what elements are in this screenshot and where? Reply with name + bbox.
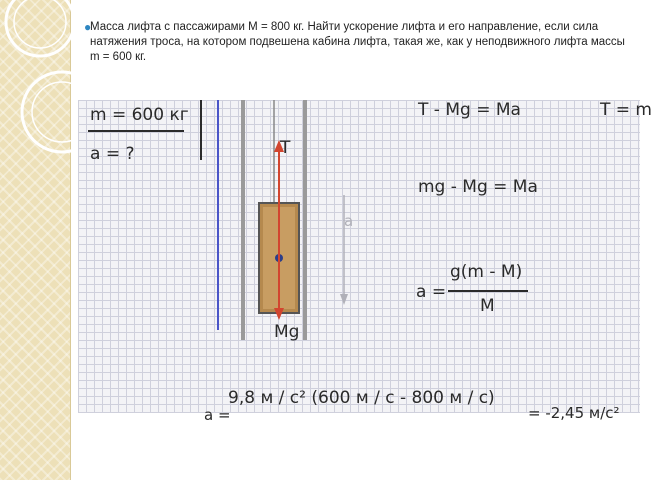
acceleration-label: a bbox=[344, 212, 354, 230]
given-vertical-line bbox=[200, 100, 202, 160]
given-divider bbox=[88, 130, 184, 132]
equation-a-denominator: M bbox=[480, 296, 495, 316]
equation-substituted: mg - Mg = Ma bbox=[418, 177, 538, 197]
equation-numeric-result: = -2,45 м/с² bbox=[528, 404, 620, 422]
equation-a-numerator: g(m - M) bbox=[450, 262, 523, 282]
decorative-circles-icon bbox=[0, 0, 70, 480]
given-mass: m = 600 кг bbox=[90, 105, 189, 125]
bullet-icon: ● bbox=[84, 20, 92, 34]
find-acceleration: a = ? bbox=[90, 144, 135, 164]
blue-guide-line bbox=[217, 100, 219, 330]
equation-tension: T = m bbox=[600, 100, 652, 120]
problem-text: Масса лифта с пассажирами M = 800 кг. Найти ускорение лифта и его направление, если сила натяжения троса, на котором подвешена кабина лифта, такая же, как у неподвижного лифта массы m = 600 кг. bbox=[90, 21, 625, 63]
solution-board-image bbox=[78, 100, 652, 424]
gravity-label: Mg bbox=[274, 322, 300, 342]
problem-statement bbox=[84, 20, 625, 65]
fraction-bar bbox=[448, 290, 528, 292]
acceleration-arrow bbox=[334, 190, 354, 310]
equation-numeric-lhs: a = bbox=[204, 406, 231, 424]
tension-label: T bbox=[280, 138, 291, 158]
decorative-sidebar bbox=[0, 0, 71, 480]
equation-a-lhs: a = bbox=[416, 282, 447, 302]
equation-numeric-numerator: 9,8 м / с² (600 м / с - 800 м / с) bbox=[228, 388, 495, 408]
equation-newton: T - Mg = Ma bbox=[418, 100, 521, 120]
